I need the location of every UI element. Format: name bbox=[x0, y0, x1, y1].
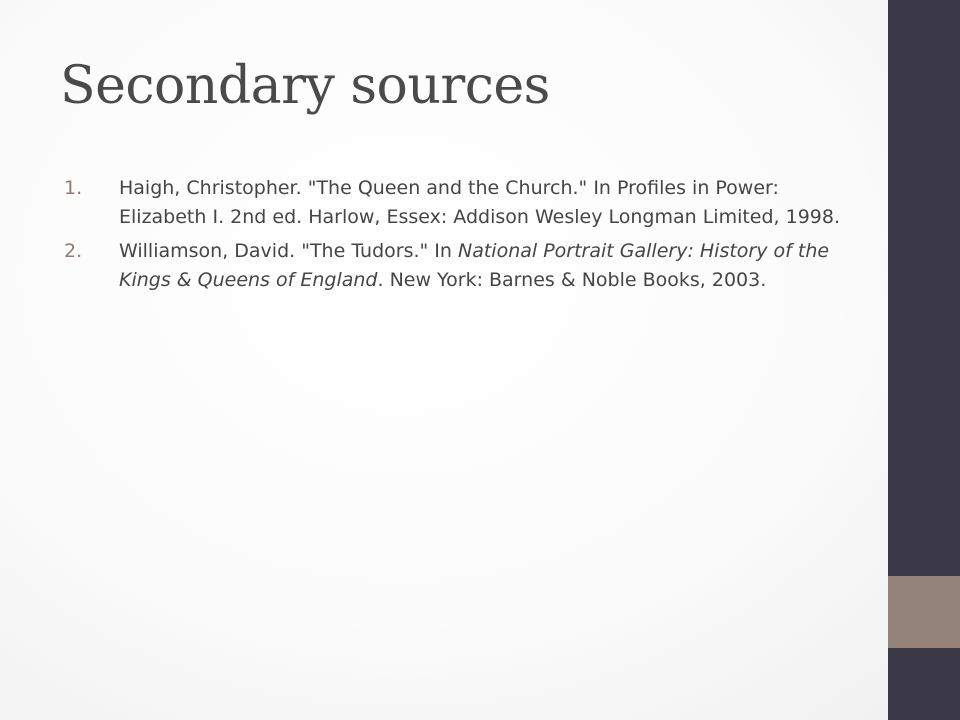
side-bar-top-block bbox=[888, 0, 960, 576]
reference-italic-title: National Portrait Gallery: History of the Kings & Queens of England bbox=[119, 240, 830, 291]
reference-list bbox=[64, 174, 854, 300]
reference-number: 2. bbox=[64, 240, 83, 262]
side-bar-accent-block bbox=[888, 576, 960, 648]
slide-title: Secondary sources bbox=[60, 56, 550, 116]
reference-item bbox=[64, 237, 854, 294]
reference-item bbox=[64, 174, 854, 231]
reference-text: Haigh, Christopher. "The Queen and the Church." In Profiles in Power: Elizabeth I. 2nd ed. Harlow, Essex: Addison Wesley Longman Limited, 1998. bbox=[119, 177, 841, 228]
reference-number: 1. bbox=[64, 177, 83, 199]
reference-text: Williamson, David. "The Tudors." In bbox=[119, 240, 458, 262]
reference-text-end: . New York: Barnes & Noble Books, 2003. bbox=[377, 268, 767, 291]
side-decoration-bar bbox=[888, 0, 960, 720]
side-bar-bottom-block bbox=[888, 648, 960, 720]
